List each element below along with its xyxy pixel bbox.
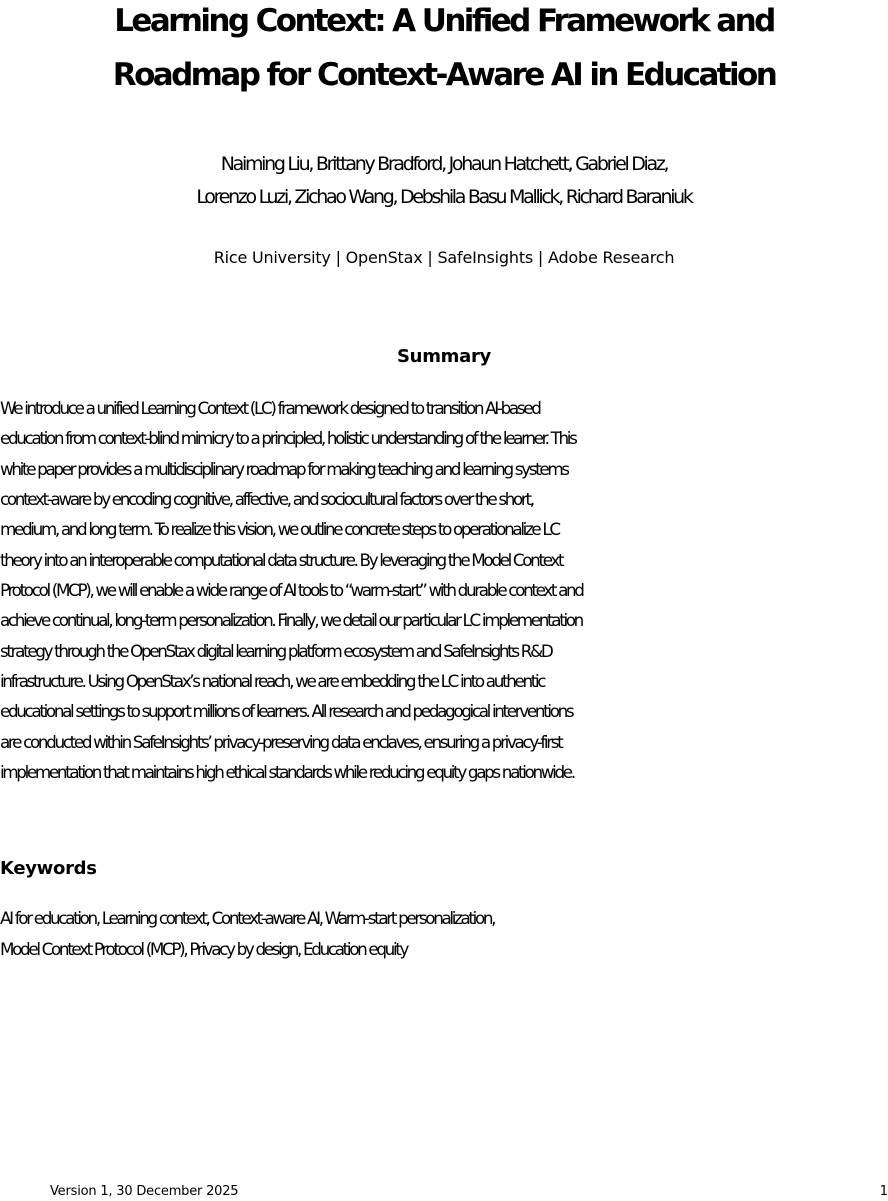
author-line: Lorenzo Luzi, Zichao Wang, Debshila Basu Mallick, Richard Baraniuk — [196, 186, 692, 208]
summary-paragraph — [0, 393, 888, 787]
summary-line: theory into an interoperable computational data structure. By leveraging the Model Context — [0, 549, 563, 570]
author-line: Naiming Liu, Brittany Bradford, Johaun Hatchett, Gabriel Diaz, — [220, 153, 668, 175]
summary-line: achieve continual, long-term personalization. Finally, we detail our particular LC implementation — [0, 610, 582, 631]
page-number: 1 — [879, 1184, 888, 1199]
summary-line: strategy through the OpenStax digital learning platform ecosystem and SafeInsights R&D — [0, 640, 552, 661]
title-line: Roadmap for Context-Aware AI in Education — [112, 57, 776, 93]
keywords-list — [0, 903, 888, 965]
summary-line: infrastructure. Using OpenStax’s national reach, we are embedding the LC into authentic — [0, 671, 545, 692]
summary-line: medium, and long term. To realize this vision, we outline concrete steps to operationalize LC — [0, 519, 559, 540]
summary-line: are conducted within SafeInsights’ privacy-preserving data enclaves, ensuring a privacy-first — [0, 731, 562, 752]
footer-version: Version 1, 30 December 2025 — [50, 1184, 239, 1199]
keywords-line: AI for education, Learning context, Context-aware AI, Warm-start personalization, — [0, 908, 495, 928]
keywords-heading: Keywords — [0, 858, 97, 879]
summary-line: education from context-blind mimicry to a principled, holistic understanding of the learner. This — [0, 428, 576, 449]
summary-line: white paper provides a multidisciplinary roadmap for making teaching and learning systems — [0, 458, 568, 479]
title-line: Learning Context: A Unified Framework and — [114, 3, 774, 39]
paper-title — [0, 0, 888, 102]
summary-line: Protocol (MCP), we will enable a wide range of AI tools to “warm-start” with durable context and — [0, 580, 583, 601]
author-list — [0, 148, 888, 214]
affiliations: Rice University | OpenStax | SafeInsights | Adobe Research — [213, 248, 675, 267]
summary-line: We introduce a unified Learning Context (LC) framework designed to transition AI-based — [0, 398, 540, 418]
summary-heading: Summary — [397, 346, 491, 367]
keywords-line: Model Context Protocol (MCP), Privacy by design, Education equity — [0, 939, 408, 959]
summary-line: context-aware by encoding cognitive, affective, and sociocultural factors over the short, — [0, 489, 533, 510]
summary-line: implementation that maintains high ethical standards while reducing equity gaps nationwide. — [0, 762, 574, 783]
summary-line: educational settings to support millions of learners. All research and pedagogical interventions — [0, 701, 573, 722]
